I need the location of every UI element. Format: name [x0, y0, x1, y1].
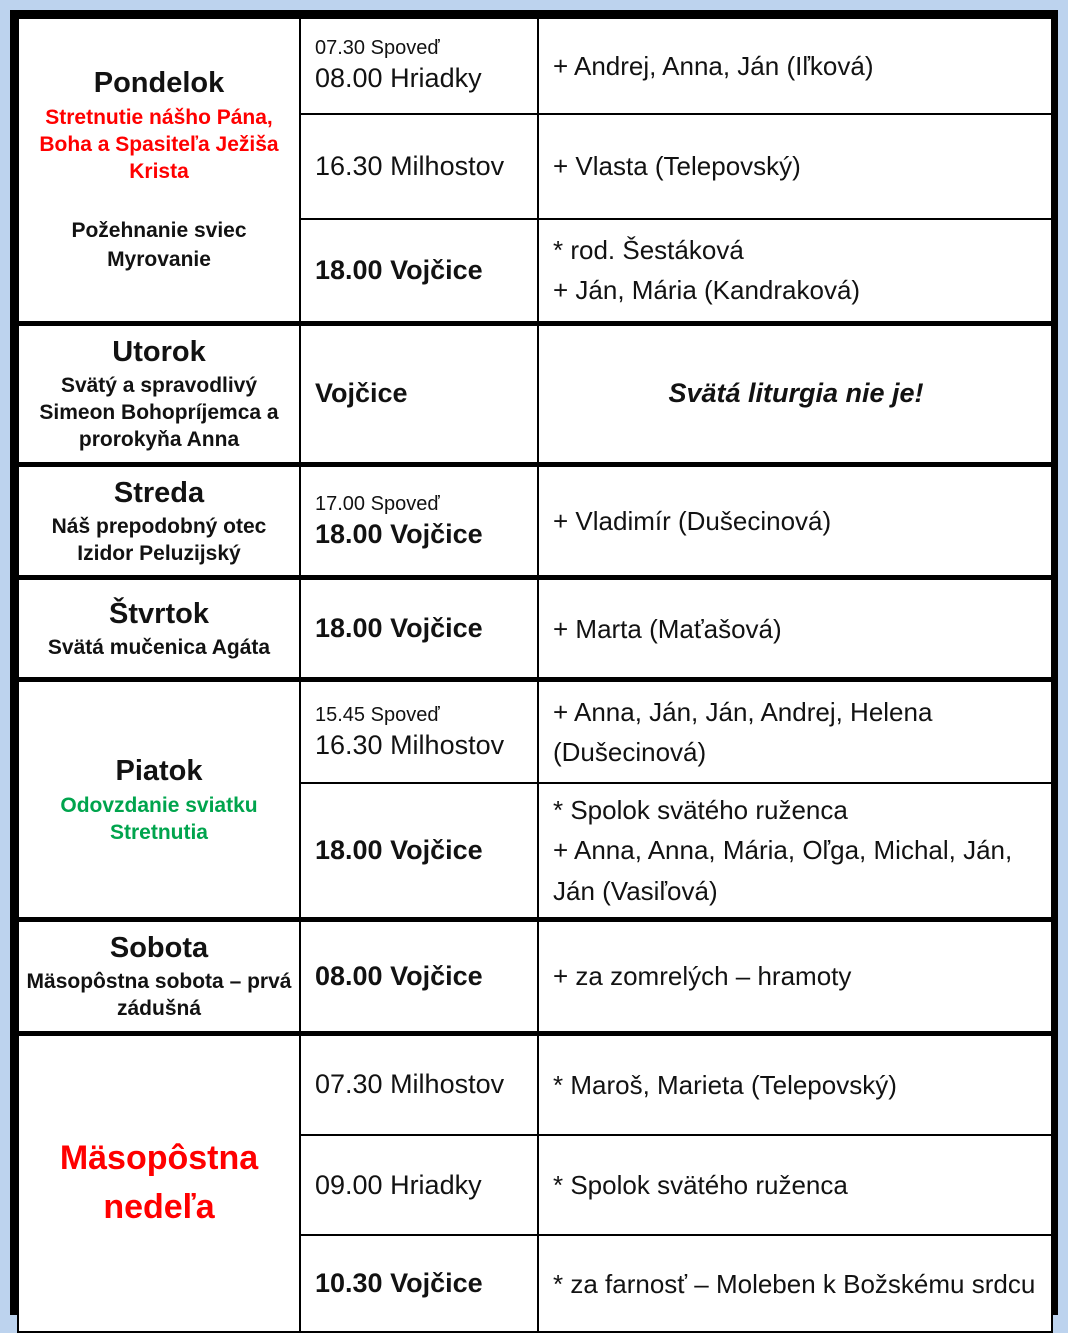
day-title: Pondelok — [93, 67, 225, 100]
service-time: 18.00 Vojčice — [315, 834, 483, 865]
time-cell — [300, 114, 538, 219]
intention-cell — [538, 1033, 1052, 1135]
confession-time: 17.00 Spoveď — [315, 492, 440, 515]
day-cell-nedela — [18, 1033, 300, 1332]
time-cell — [300, 323, 538, 464]
intention-cell — [538, 578, 1052, 680]
day-title-line: nedeľa — [103, 1188, 215, 1227]
day-feast: Odovzdanie sviatku Stretnutia — [60, 793, 258, 844]
intention-line: * rod. Šestáková — [553, 234, 744, 265]
service-time: 16.30 Milhostov — [315, 150, 505, 181]
day-cell-sobota — [18, 919, 300, 1033]
intention-cell — [538, 1235, 1052, 1332]
day-title-line: Mäsopôstna — [59, 1139, 259, 1178]
day-cell-stvrtok — [18, 578, 300, 680]
day-feast: Mäsopôstna sobota – prvá zádušná — [26, 970, 292, 1021]
confession-time: 15.45 Spoveď — [315, 703, 440, 726]
intention-cell — [538, 783, 1052, 919]
day-title: Piatok — [115, 755, 203, 788]
service-time: 07.30 Milhostov — [315, 1069, 505, 1100]
intention-line: * za farnosť – Moleben k Božskému srdcu — [553, 1268, 1036, 1299]
time-cell — [300, 1135, 538, 1235]
time-cell — [300, 219, 538, 323]
intention-line: + Andrej, Anna, Ján (Iľková) — [553, 50, 874, 81]
intention-cell — [538, 680, 1052, 783]
intention-cell — [538, 323, 1052, 464]
intention-line: + Anna, Ján, Ján, Andrej, Helena (Dušecinová) — [553, 696, 933, 768]
day-feast: Svätá mučenica Agáta — [47, 636, 271, 660]
time-cell — [300, 1033, 538, 1135]
day-title — [25, 1134, 293, 1233]
intention-line: * Spolok svätého ruženca — [553, 1170, 848, 1201]
day-row-utorok — [18, 323, 1052, 464]
day-cell-streda — [18, 464, 300, 578]
service-time: 18.00 Vojčice — [315, 613, 483, 644]
time-cell — [300, 18, 538, 114]
intention-line: + za zomrelých – hramoty — [553, 961, 852, 992]
time-cell — [300, 783, 538, 919]
day-note: Myrovanie — [107, 247, 211, 271]
intention-cell — [538, 219, 1052, 323]
intention-line: + Vladimír (Dušecinová) — [553, 505, 832, 536]
day-title: Streda — [113, 476, 205, 509]
intention-line: + Vlasta (Telepovský) — [553, 151, 801, 182]
day-title: Štvrtok — [109, 598, 209, 631]
intention-cell — [538, 1135, 1052, 1235]
intention-line: + Ján, Mária (Kandraková) — [553, 275, 861, 306]
time-cell — [300, 680, 538, 783]
day-row-piatok — [18, 680, 1052, 783]
service-time: 09.00 Hriadky — [315, 1169, 482, 1200]
day-title: Utorok — [112, 335, 206, 368]
intention-cell — [538, 114, 1052, 219]
day-title: Sobota — [109, 931, 209, 964]
day-row-stvrtok — [18, 578, 1052, 680]
service-time: 08.00 Vojčice — [315, 960, 483, 991]
day-note: Požehnanie sviec — [71, 219, 247, 243]
intention-line: * Spolok svätého ruženca — [553, 794, 848, 825]
day-row-nedela — [18, 1033, 1052, 1135]
schedule-table-frame — [10, 10, 1058, 1315]
time-cell — [300, 919, 538, 1033]
day-cell-pondelok — [18, 18, 300, 323]
day-row-pondelok — [18, 18, 1052, 114]
service-time: Vojčice — [315, 378, 408, 409]
day-cell-piatok — [18, 680, 300, 919]
confession-time: 07.30 Spoveď — [315, 37, 440, 60]
intention-cell — [538, 18, 1052, 114]
schedule-table — [17, 17, 1053, 1333]
intention-line: + Marta (Maťašová) — [553, 613, 782, 644]
service-time: 18.00 Vojčice — [315, 518, 483, 549]
service-time: 08.00 Hriadky — [315, 63, 482, 94]
time-cell — [300, 1235, 538, 1332]
intention-cell — [538, 464, 1052, 578]
day-row-streda — [18, 464, 1052, 578]
day-cell-utorok — [18, 323, 300, 464]
time-cell — [300, 578, 538, 680]
intention-line: * Maroš, Marieta (Telepovský) — [553, 1069, 897, 1100]
service-time: 16.30 Milhostov — [315, 729, 505, 760]
service-time: 10.30 Vojčice — [315, 1268, 483, 1299]
day-feast: Stretnutie nášho Pána, Boha a Spasiteľa Ježiša Krista — [39, 105, 279, 184]
time-cell — [300, 464, 538, 578]
day-feast: Náš prepodobný otec Izidor Peluzijský — [51, 514, 267, 566]
no-liturgy-note: Svätá liturgia nie je! — [668, 378, 924, 409]
intention-cell — [538, 919, 1052, 1033]
day-feast: Svätý a spravodlivý Simeon Bohopríjemca a prorokyňa Anna — [39, 373, 279, 452]
service-time: 18.00 Vojčice — [315, 254, 483, 285]
day-row-sobota — [18, 919, 1052, 1033]
day-notes — [25, 217, 293, 274]
intention-line: + Anna, Anna, Mária, Oľga, Michal, Ján, Ján (Vasiľová) — [553, 835, 1013, 906]
